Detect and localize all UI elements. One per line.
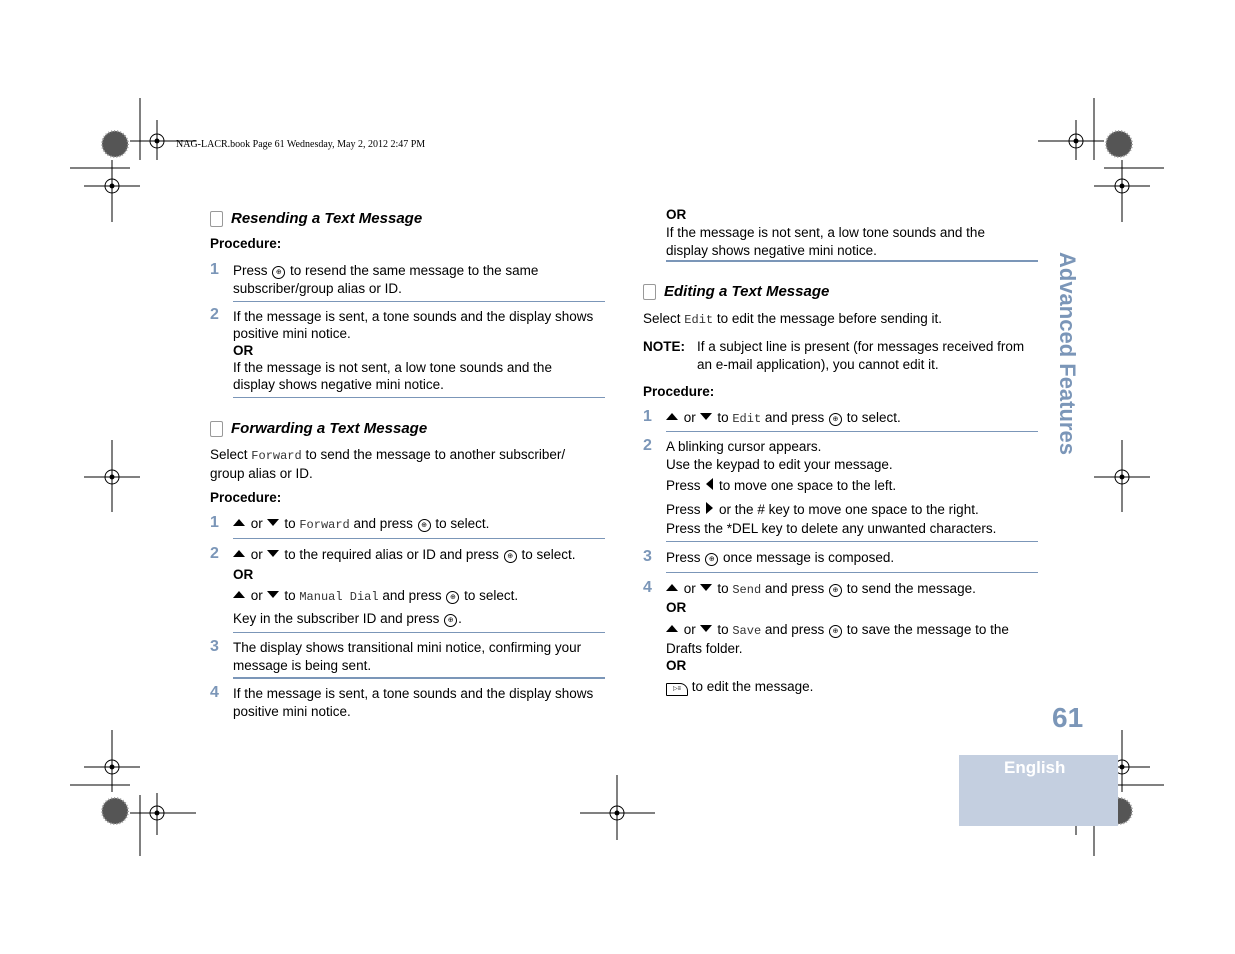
down-arrow-icon — [700, 413, 712, 420]
step-divider — [666, 260, 1038, 262]
language-label: English — [1004, 758, 1066, 777]
procedure-label: Procedure: — [643, 384, 715, 399]
step-divider — [233, 677, 605, 679]
edit-step-2-left: Press to move one space to the left. — [666, 478, 897, 493]
step-number: 3 — [643, 548, 652, 565]
step-number: 2 — [643, 437, 652, 454]
ok-button-icon: ⊕ — [446, 591, 459, 604]
section-page-icon — [210, 421, 223, 437]
drafts-text: Drafts folder. — [666, 641, 743, 656]
note-text: If a subject line is present (for messages received from an e-mail application), you cannot edit it. — [697, 339, 1025, 372]
procedure-label: Procedure: — [210, 236, 282, 251]
edit-step-4: or to Send and press ⊕ to send the message. — [666, 580, 976, 599]
ok-button-icon: ⊕ — [705, 553, 718, 566]
forward-title-text: Forwarding a Text Message — [231, 420, 428, 437]
side-section-label — [1048, 252, 1088, 462]
forward-step-2-key: Key in the subscriber ID and press ⊕ . — [233, 611, 462, 626]
or-label: OR — [666, 600, 687, 615]
up-arrow-icon — [233, 591, 245, 598]
softkey-icon: ▷≡ — [666, 683, 688, 696]
ok-button-icon: ⊕ — [829, 413, 842, 426]
step-number: 2 — [210, 306, 219, 323]
section-vertical-text: Advanced Features — [1055, 252, 1080, 455]
step-divider — [666, 541, 1038, 542]
up-arrow-icon — [666, 584, 678, 591]
step-number: 1 — [210, 514, 219, 531]
edit-title-text: Editing a Text Message — [664, 283, 830, 300]
edit-step-3: Press ⊕ once message is composed. — [666, 550, 895, 565]
resend-section-title — [210, 210, 422, 227]
step-divider — [233, 538, 605, 539]
step-number: 3 — [210, 638, 219, 655]
down-arrow-icon — [267, 519, 279, 526]
step-number: 2 — [210, 545, 219, 562]
step-number: 4 — [210, 684, 219, 701]
ok-button-icon: ⊕ — [272, 266, 285, 279]
step-number: 4 — [643, 579, 652, 596]
step-number: 1 — [643, 408, 652, 425]
down-arrow-icon — [267, 591, 279, 598]
forward-step-1: or to Forward and press ⊕ to select. — [233, 515, 489, 534]
forward-step-2-alt: or to Manual Dial and press ⊕ to select. — [233, 587, 518, 606]
edit-step-2-del: Press the *DEL key to delete any unwanted characters. — [666, 521, 997, 536]
up-arrow-icon — [666, 625, 678, 632]
ok-button-icon: ⊕ — [829, 584, 842, 597]
resend-title-text: Resending a Text Message — [231, 210, 423, 227]
forward-step-4: If the message is sent, a tone sounds and the display shows positive mini notice. — [233, 686, 594, 719]
ok-button-icon: ⊕ — [504, 550, 517, 563]
ok-button-icon: ⊕ — [418, 519, 431, 532]
left-arrow-icon — [706, 478, 713, 490]
edit-step-2-right: Press or the # key to move one space to the right. — [666, 502, 979, 517]
or-label: OR — [666, 658, 687, 673]
up-arrow-icon — [233, 519, 245, 526]
down-arrow-icon — [267, 550, 279, 557]
down-arrow-icon — [700, 625, 712, 632]
edit-step-1: or to Edit and press ⊕ to select. — [666, 409, 901, 428]
up-arrow-icon — [666, 413, 678, 420]
book-info-header: NAG-LACR.book Page 61 Wednesday, May 2, 2012 2:47 PM — [176, 139, 426, 150]
resend-step-1: Press ⊕ to resend the same message to the same subscriber/group alias or ID. — [233, 263, 539, 296]
forward-step-3: The display shows transitional mini notice, confirming your message is being sent. — [233, 640, 582, 673]
or-label: OR — [233, 567, 254, 582]
ok-button-icon: ⊕ — [444, 614, 457, 627]
step-divider — [666, 572, 1038, 573]
down-arrow-icon — [700, 584, 712, 591]
edit-intro: Select Edit to edit the message before sending it. — [643, 311, 943, 327]
edit-step-4-save: or to Save and press ⊕ to save the message to the — [666, 621, 1009, 640]
edit-section-title — [643, 283, 829, 300]
section-page-icon — [210, 211, 223, 227]
right-arrow-icon — [706, 502, 713, 514]
continued-step-4: OR If the message is not sent, a low tone sounds and the display shows negative mini notice. — [666, 207, 985, 258]
up-arrow-icon — [233, 550, 245, 557]
ok-button-icon: ⊕ — [829, 625, 842, 638]
edit-step-2: A blinking cursor appears. Use the keypad to edit your message. — [666, 439, 893, 472]
step-divider — [233, 632, 605, 633]
resend-step-2: If the message is sent, a tone sounds and the display shows positive mini notice. OR If the message is not sent, a low tone sounds and the display shows negative mini notice. — [233, 309, 594, 392]
language-tab — [959, 755, 1118, 826]
step-divider — [666, 431, 1038, 432]
step-divider — [233, 397, 605, 398]
section-page-icon — [643, 284, 656, 300]
forward-intro: Select Forward to send the message to another subscriber/ group alias or ID. — [210, 447, 566, 481]
step-divider — [233, 301, 605, 302]
page-number: 61 — [1052, 702, 1084, 733]
note-label: NOTE: — [643, 339, 685, 354]
procedure-label: Procedure: — [210, 490, 282, 505]
forward-section-title — [210, 420, 427, 437]
forward-step-2: or to the required alias or ID and press ⊕ to select. — [233, 546, 576, 564]
step-number: 1 — [210, 261, 219, 278]
edit-step-4-softkey: ▷≡ to edit the message. — [666, 678, 813, 696]
